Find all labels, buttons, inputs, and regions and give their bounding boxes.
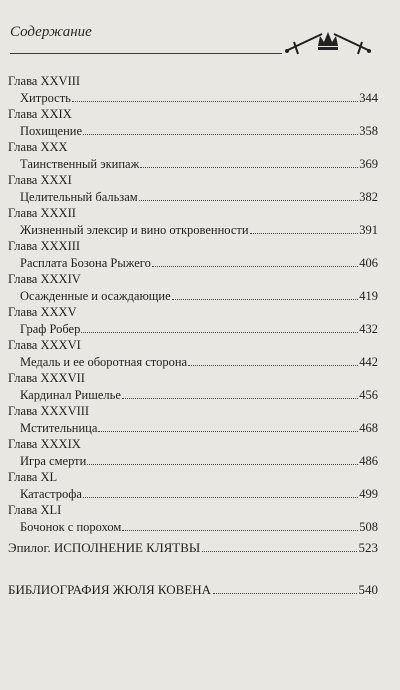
chapter-entry <box>8 123 378 139</box>
chapter-entry <box>8 354 378 370</box>
chapter-title: Таинственный экипаж <box>20 157 140 171</box>
leader-dots <box>152 255 358 267</box>
chapter-page: 499 <box>359 487 378 501</box>
chapter-page: 468 <box>359 421 378 435</box>
chapter-entry <box>8 255 378 271</box>
chapter-title: Похищение <box>20 124 83 138</box>
chapter-entry <box>8 156 378 172</box>
chapter-entry <box>8 420 378 436</box>
chapter-page: 508 <box>359 520 378 534</box>
chapter-entry <box>8 90 378 106</box>
chapter-title: Медаль и ее оборотная сторона <box>20 355 188 369</box>
chapter-page: 432 <box>359 322 378 336</box>
chapter-label: Глава XL <box>8 470 58 484</box>
leader-dots <box>87 453 358 465</box>
chapter-label: Глава XXXI <box>8 173 72 187</box>
epilog-title: Эпилог. ИСПОЛНЕНИЕ КЛЯТВЫ <box>8 540 201 555</box>
chapter-label: Глава XXXII <box>8 206 76 220</box>
chapter-entry <box>8 321 378 337</box>
chapter-title: Осажденные и осаждающие <box>20 289 171 303</box>
chapter-entry <box>8 486 378 502</box>
leader-dots <box>139 189 359 201</box>
leader-dots <box>202 539 356 552</box>
leader-dots <box>122 519 358 531</box>
chapter-label: Глава XXIX <box>8 107 72 121</box>
chapter-label: Глава XXXIX <box>8 437 81 451</box>
leader-dots <box>81 321 358 333</box>
chapter-label: Глава XLI <box>8 503 62 517</box>
bibliography-title: БИБЛИОГРАФИЯ ЖЮЛЯ КОВЕНА <box>8 582 212 597</box>
leader-dots <box>83 123 358 135</box>
chapter-page: 406 <box>359 256 378 270</box>
chapter-label: Глава XXXVI <box>8 338 81 352</box>
header-rule <box>10 53 282 54</box>
leader-dots <box>98 420 358 432</box>
chapter-page: 486 <box>359 454 378 468</box>
leader-dots <box>122 387 358 399</box>
leader-dots <box>213 581 356 594</box>
epilog-entry <box>8 538 378 558</box>
chapter-label: Глава XXXIV <box>8 272 81 286</box>
chapter-label: Глава XXX <box>8 140 68 154</box>
crossed-swords-crown-icon <box>282 20 374 60</box>
chapter-list <box>8 73 378 535</box>
chapter-title: Кардинал Ришелье <box>20 388 121 402</box>
chapter-entry <box>8 288 378 304</box>
chapter-title: Целительный бальзам <box>20 190 138 204</box>
chapter-title: Расплата Бозона Рыжего <box>20 256 151 270</box>
chapter-page: 358 <box>359 124 378 138</box>
leader-dots <box>72 90 358 102</box>
leader-dots <box>140 156 358 168</box>
chapter-label: Глава XXVIII <box>8 74 81 88</box>
chapter-page: 419 <box>359 289 378 303</box>
table-of-contents <box>8 73 378 600</box>
bibliography-entry <box>8 580 378 600</box>
chapter-entry <box>8 189 378 205</box>
chapter-entry <box>8 387 378 403</box>
leader-dots <box>172 288 359 300</box>
chapter-label: Глава XXXV <box>8 305 77 319</box>
chapter-page: 369 <box>359 157 378 171</box>
chapter-page: 456 <box>359 388 378 402</box>
chapter-label: Глава XXXIII <box>8 239 81 253</box>
chapter-page: 442 <box>359 355 378 369</box>
chapter-label: Глава XXXVII <box>8 371 85 385</box>
epilog-page: 523 <box>358 540 378 555</box>
chapter-entry <box>8 222 378 238</box>
chapter-entry <box>8 519 378 535</box>
chapter-page: 344 <box>359 91 378 105</box>
chapter-title: Жизненный элексир и вино откровенности <box>20 223 249 237</box>
chapter-title: Катастрофа <box>20 487 82 501</box>
chapter-title: Хитрость <box>20 91 71 105</box>
page-title: Содержание <box>10 24 92 40</box>
chapter-title: Мстительница <box>20 421 98 435</box>
chapter-title: Игра смерти <box>20 454 87 468</box>
page-header <box>10 20 372 60</box>
chapter-label: Глава XXXVIII <box>8 404 90 418</box>
leader-dots <box>250 222 359 234</box>
chapter-title: Граф Робер <box>20 322 81 336</box>
chapter-page: 391 <box>359 223 378 237</box>
leader-dots <box>188 354 358 366</box>
chapter-entry <box>8 453 378 469</box>
leader-dots <box>83 486 358 498</box>
chapter-page: 382 <box>359 190 378 204</box>
bibliography-page: 540 <box>358 582 378 597</box>
chapter-title: Бочонок с порохом <box>20 520 122 534</box>
